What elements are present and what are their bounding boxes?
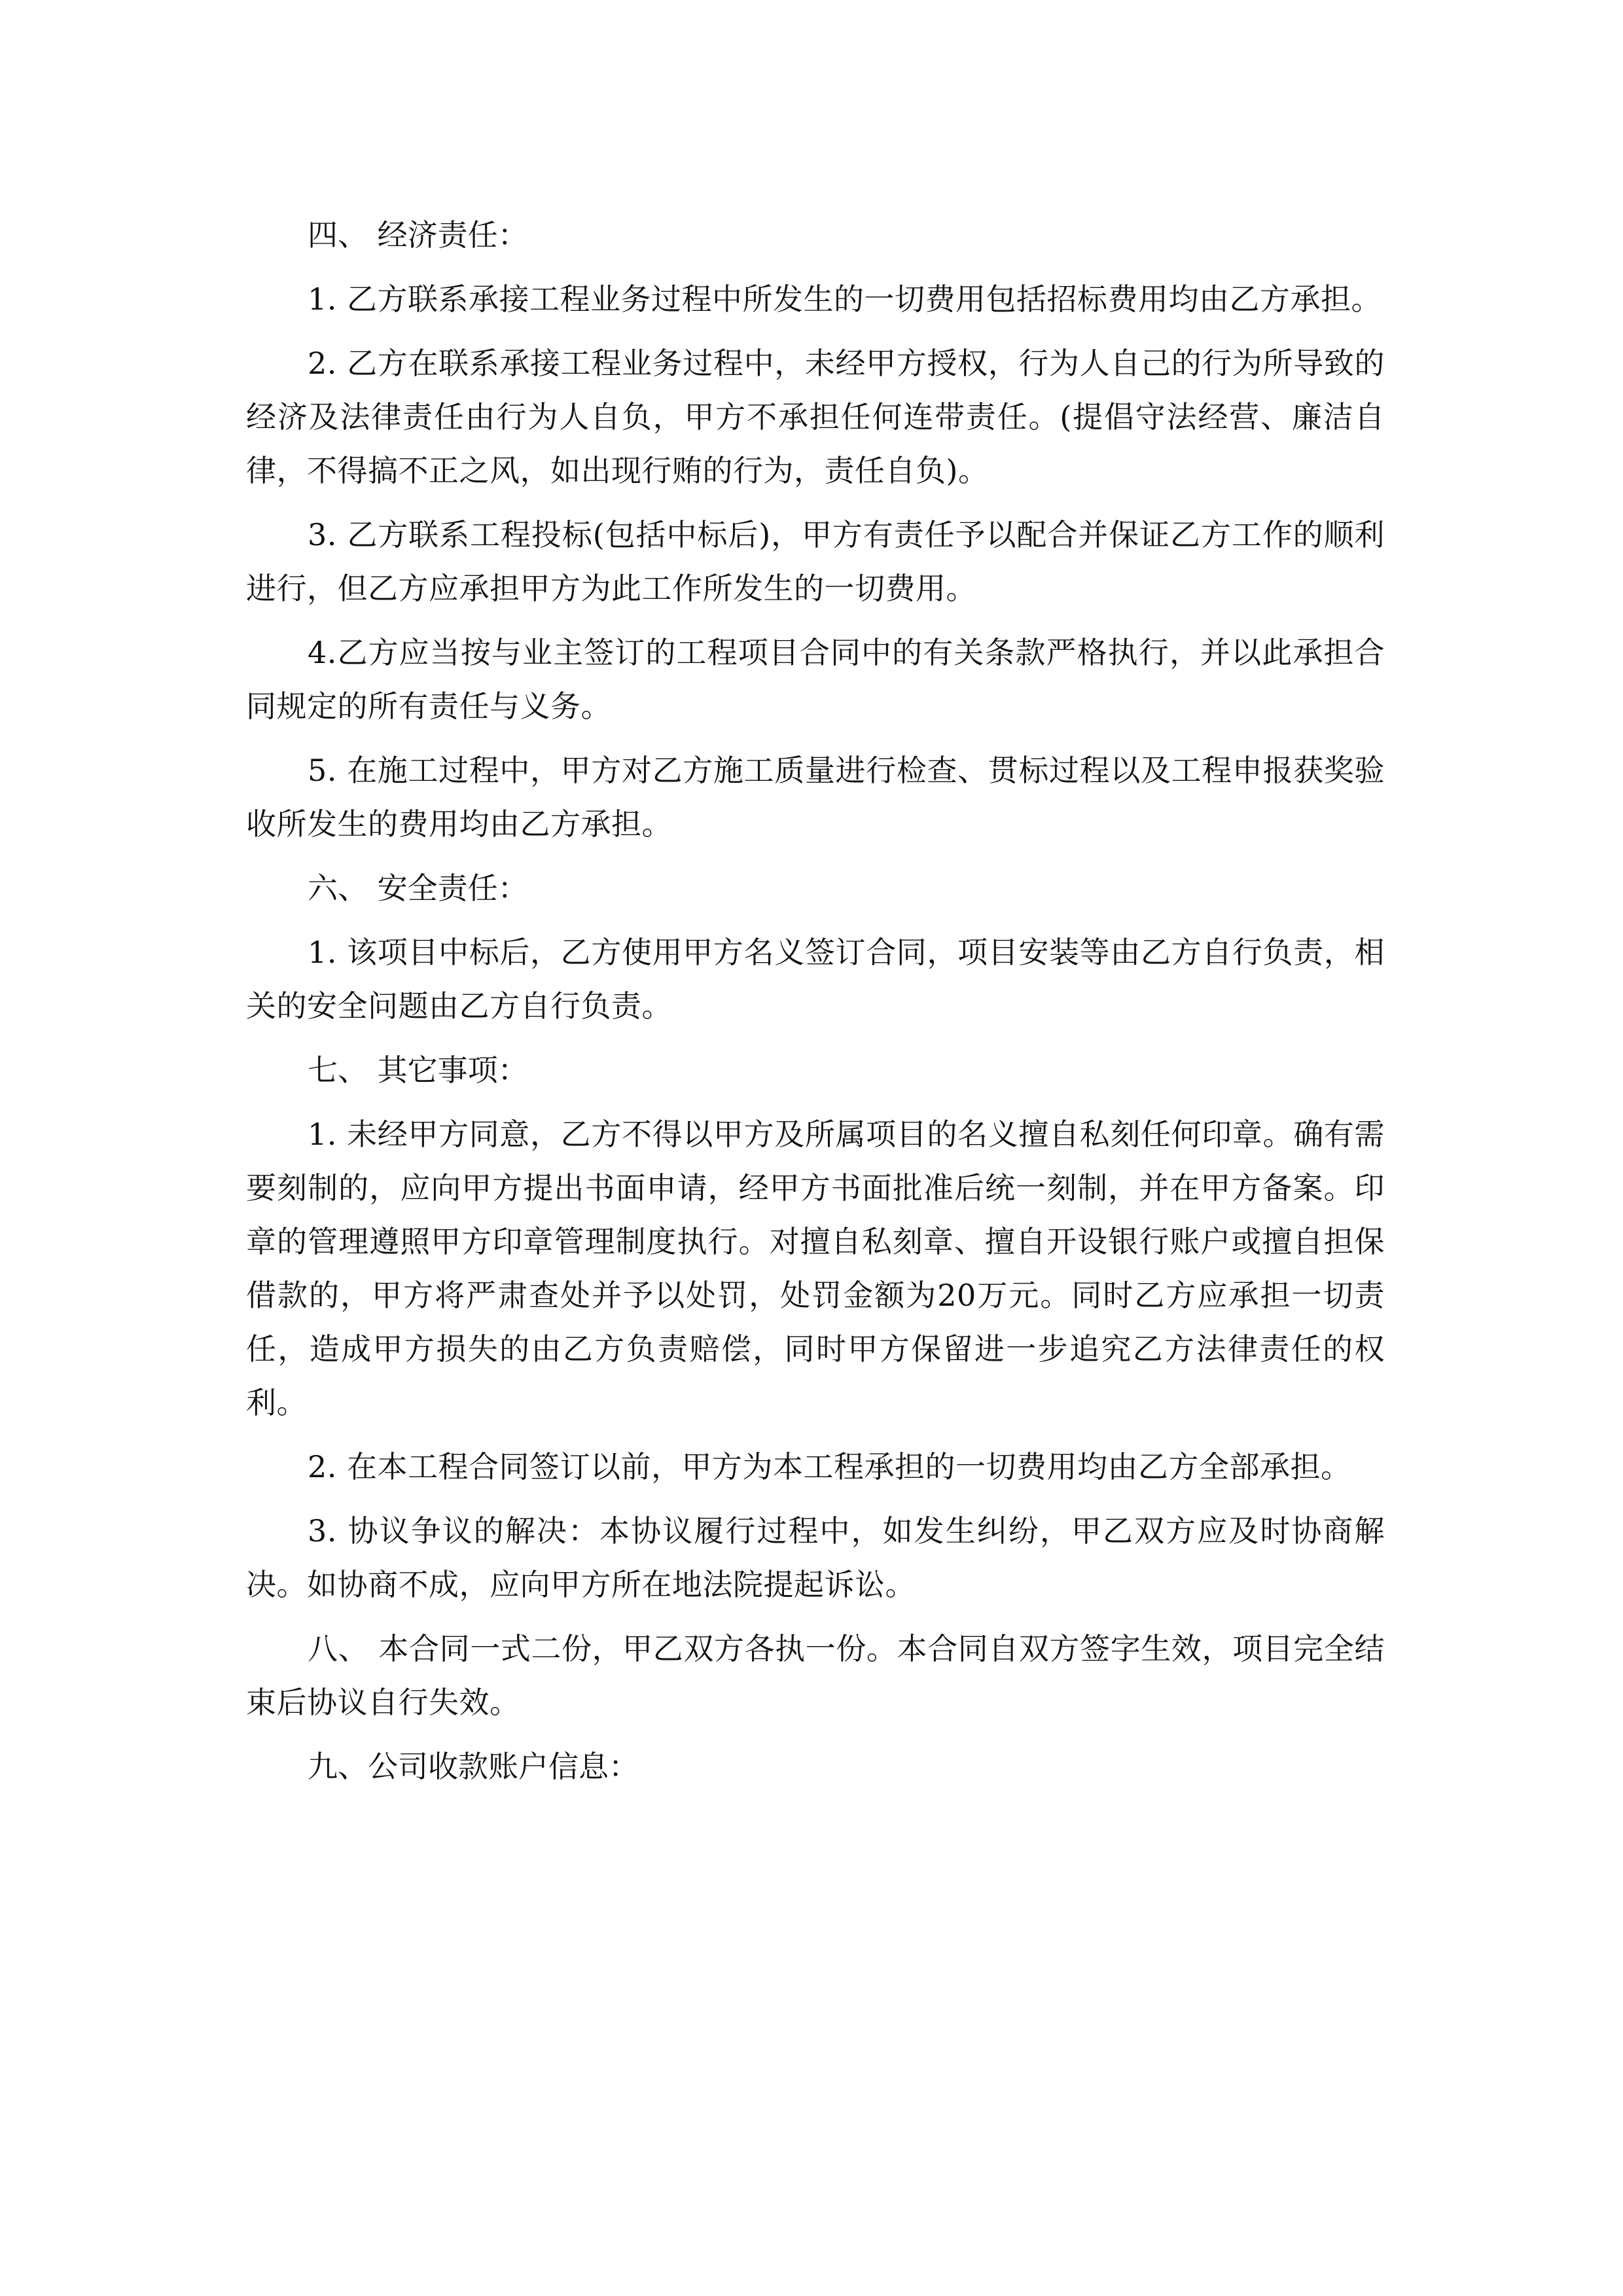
- clause-4-1: 1. 乙方联系承接工程业务过程中所发生的一切费用包括招标费用均由乙方承担。: [308, 281, 1382, 317]
- section-heading-safety-responsibility: 六、 安全责任：: [308, 870, 528, 906]
- section-heading-economic-responsibility: 四、 经济责任：: [308, 217, 528, 253]
- clause-4-3: 3. 乙方联系工程投标(包括中标后)，甲方有责任予以配合并保证乙方工作的顺利进行，但乙方应承担甲方为此工作所发生的一切费用。: [246, 517, 1385, 606]
- clause-7-2: 2. 在本工程合同签订以前，甲方为本工程承担的一切费用均由乙方全部承担。: [308, 1449, 1351, 1484]
- clause-7-3: 3. 协议争议的解决：本协议履行过程中，如发生纠纷，甲乙双方应及时协商解决。如协商不成，应向甲方所在地法院提起诉讼。: [246, 1513, 1385, 1602]
- section-8-copies-and-effect: 八、 本合同一式二份，甲乙双方各执一份。本合同自双方签字生效，项目完全结束后协议自行失效。: [246, 1631, 1385, 1720]
- clause-4-4: 4.乙方应当按与业主签订的工程项目合同中的有关条款严格执行，并以此承担合同规定的所有责任与义务。: [246, 635, 1385, 724]
- section-heading-account-info: 九、公司收款账户信息：: [308, 1749, 639, 1784]
- section-heading-other-matters: 七、 其它事项：: [308, 1052, 528, 1088]
- clause-4-5: 5. 在施工过程中，甲方对乙方施工质量进行检查、贯标过程以及工程申报获奖验收所发生的费用均由乙方承担。: [246, 753, 1385, 842]
- clause-4-2: 2. 乙方在联系承接工程业务过程中，未经甲方授权，行为人自己的行为所导致的经济及法律责任由行为人自负，甲方不承担任何连带责任。(提倡守法经营、廉洁自律，不得搞不正之风，如出现行贿的行为，责任自负)。: [246, 346, 1385, 488]
- document-body: [246, 208, 1385, 1804]
- clause-7-1: 1. 未经甲方同意，乙方不得以甲方及所属项目的名义擅自私刻任何印章。确有需要刻制的，应向甲方提出书面申请，经甲方书面批准后统一刻制，并在甲方备案。印章的管理遵照甲方印章管理制度执行。对擅自私刻章、擅自开设银行账户或擅自担保借款的，甲方将严肃查处并予以处罚，处罚金额为20万元。同时乙方应承担一切责任，造成甲方损失的由乙方负责赔偿，同时甲方保留进一步追究乙方法律责任的权利。: [246, 1117, 1385, 1420]
- clause-6-1: 1. 该项目中标后，乙方使用甲方名义签订合同，项目安装等由乙方自行负责，相关的安全问题由乙方自行负责。: [246, 935, 1385, 1024]
